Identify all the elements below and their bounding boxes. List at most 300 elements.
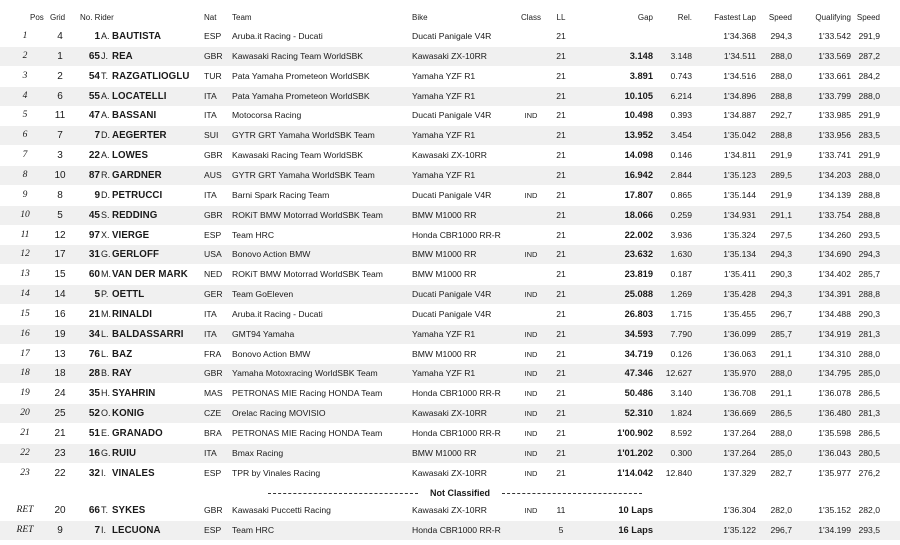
cell-speed: 294,3 [770, 249, 792, 260]
cell-class [516, 27, 546, 46]
cell-class: IND [524, 448, 538, 458]
cell-laps-led: 21 [556, 110, 566, 121]
cell-rider-lastname: GERLOFF [112, 249, 159, 261]
cell-rider-number: 34 [88, 328, 100, 340]
cell-gap: 16 Laps [618, 524, 653, 535]
cell-laps-led: 5 [558, 524, 564, 535]
cell-qualifying-speed: 281,3 [858, 408, 880, 419]
cell-class: IND [524, 429, 538, 438]
cell-gap: 17.807 [624, 189, 653, 200]
cell-rider-initial: G. [101, 447, 111, 458]
cell-grid: 18 [54, 368, 66, 380]
cell-team: Kawasaki Puccetti Racing [232, 505, 331, 515]
cell-qualifying-speed: 282,0 [858, 505, 880, 515]
cell-speed: 282,7 [770, 467, 792, 478]
cell-rider-lastname: SYKES [112, 505, 146, 516]
table-row [0, 27, 900, 46]
cell-rider-initial: R. [101, 169, 110, 180]
cell-rider-lastname: LECUONA [112, 524, 161, 536]
cell-rider-number: 5 [94, 289, 100, 301]
cell-bike: Kawasaki ZX-10RR [412, 150, 487, 161]
cell-grid: 10 [54, 169, 66, 181]
cell-laps-led: 21 [556, 31, 566, 41]
cell-nat: USA [204, 249, 222, 260]
cell-rider-lastname: VINALES [112, 467, 155, 479]
cell-qualifying: 1'36.480 [818, 408, 851, 419]
cell-rider-initial: T. [101, 70, 109, 81]
cell-qualifying: 1'34.402 [818, 269, 851, 280]
cell-pos: 8 [22, 169, 28, 180]
header-team: Team [232, 13, 252, 22]
cell-bike: BMW M1000 RR [412, 249, 477, 260]
cell-fastest-lap: 1'36.708 [723, 388, 756, 399]
cell-qualifying-speed: 294,3 [858, 249, 880, 260]
header-pos: Pos [30, 13, 44, 22]
cell-rel [640, 27, 692, 46]
table-row [0, 444, 900, 463]
cell-qualifying-speed: 291,9 [858, 31, 880, 41]
cell-laps-led: 21 [556, 308, 566, 319]
cell-speed: 291,9 [770, 189, 792, 200]
cell-rider-lastname: VAN DER MARK [112, 269, 188, 281]
table-row [0, 126, 900, 145]
cell-rel: 6.214 [670, 90, 692, 101]
cell-class [516, 67, 546, 86]
cell-grid: 21 [54, 428, 66, 439]
table-row [0, 67, 900, 86]
cell-team: PETRONAS MIE Racing HONDA Team [232, 428, 383, 438]
table-row [0, 364, 900, 383]
cell-grid: 22 [54, 467, 66, 479]
cell-nat: ITA [204, 328, 217, 339]
cell-fastest-lap: 1'36.304 [723, 505, 756, 515]
cell-team: Kawasaki Racing Team WorldSBK [232, 150, 364, 161]
not-classified-divider [0, 485, 900, 501]
cell-qualifying: 1'35.977 [818, 467, 851, 478]
cell-rider-lastname: VIERGE [112, 229, 150, 241]
cell-rider-initial: L. [101, 328, 109, 339]
table-row [0, 106, 900, 125]
cell-rider-lastname: RAZGATLIOGLU [112, 70, 190, 82]
cell-rel: 1.715 [670, 308, 692, 319]
cell-laps-led: 21 [556, 189, 566, 200]
cell-rel: 3.148 [670, 50, 692, 61]
cell-qualifying-speed: 293,5 [858, 524, 880, 535]
cell-qualifying-speed: 288,0 [858, 90, 880, 101]
cell-qualifying-speed: 288,8 [858, 189, 880, 200]
cell-class: IND [524, 349, 538, 359]
cell-qualifying: 1'34.260 [818, 229, 851, 240]
cell-nat: GER [204, 289, 223, 300]
cell-pos: 3 [22, 70, 28, 81]
cell-grid: 6 [57, 90, 63, 102]
cell-grid: 24 [54, 388, 66, 400]
cell-bike: Yamaha YZF R1 [412, 90, 476, 101]
cell-qualifying: 1'34.310 [818, 348, 851, 359]
cell-gap: 34.593 [624, 328, 653, 339]
cell-rel: 8.592 [670, 428, 692, 438]
cell-laps-led: 21 [556, 289, 566, 300]
cell-team: Pata Yamaha Prometeon WorldSBK [232, 90, 370, 101]
cell-qualifying-speed: 280,5 [858, 447, 880, 458]
cell-class: IND [524, 250, 538, 260]
cell-class: IND [524, 369, 538, 379]
cell-grid: 7 [57, 130, 63, 142]
cell-rider-initial: I. [101, 467, 107, 478]
table-row [0, 424, 900, 443]
table-row [0, 464, 900, 483]
divider-line-left [268, 493, 418, 494]
cell-rider-initial: P. [101, 289, 109, 300]
cell-pos: 13 [20, 269, 30, 280]
cell-nat: CZE [204, 408, 222, 419]
cell-pos: 20 [20, 408, 30, 419]
cell-fastest-lap: 1'35.122 [723, 524, 756, 535]
cell-rider-initial: I. [101, 524, 107, 535]
cell-laps-led: 21 [556, 249, 566, 260]
cell-fastest-lap: 1'34.931 [723, 209, 756, 220]
cell-qualifying: 1'33.542 [818, 31, 851, 41]
cell-rider-initial: A. [101, 90, 110, 101]
cell-rider-initial: G. [101, 249, 111, 260]
cell-rider-lastname: PETRUCCI [112, 189, 163, 201]
cell-qualifying: 1'34.203 [818, 169, 851, 180]
cell-rider-initial: B. [101, 368, 110, 379]
cell-nat: TUR [204, 70, 222, 81]
cell-pos: 22 [20, 447, 30, 458]
cell-fastest-lap: 1'35.428 [723, 289, 756, 300]
table-row [0, 384, 900, 403]
cell-team: Team HRC [232, 524, 275, 535]
cell-team: Team HRC [232, 229, 275, 240]
header-fastest-lap: Fastest Lap [714, 13, 756, 22]
cell-speed: 288,0 [770, 70, 792, 81]
cell-nat: ITA [204, 189, 217, 200]
cell-gap: 3.891 [629, 70, 653, 81]
cell-class: IND [524, 329, 538, 339]
cell-rider-lastname: BASSANI [112, 110, 157, 122]
cell-qualifying-speed: 288,8 [858, 209, 880, 220]
cell-gap: 13.952 [624, 130, 653, 141]
cell-rel: 0.187 [670, 269, 692, 280]
cell-team: Bmax Racing [232, 447, 284, 458]
cell-speed: 291,1 [770, 348, 792, 359]
cell-pos: 15 [20, 308, 30, 319]
cell-bike: Honda CBR1000 RR-R [412, 428, 501, 438]
cell-class: IND [524, 389, 538, 399]
cell-team: GYTR GRT Yamaha WorldSBK Team [232, 130, 375, 141]
cell-class: IND [524, 190, 538, 200]
cell-class [516, 521, 546, 540]
cell-rel: 1.269 [670, 289, 692, 300]
cell-bike: Yamaha YZF R1 [412, 130, 476, 141]
table-row [0, 245, 900, 264]
cell-speed: 285,0 [770, 447, 792, 458]
cell-rel: 2.844 [670, 169, 692, 180]
table-row [0, 345, 900, 364]
cell-class [516, 206, 546, 225]
cell-nat: ESP [204, 467, 222, 478]
cell-grid: 14 [54, 289, 66, 301]
cell-rider-number: 9 [94, 189, 100, 201]
cell-rider-number: 35 [88, 388, 100, 400]
cell-rider-number: 31 [88, 249, 100, 261]
cell-qualifying-speed: 276,2 [858, 467, 880, 478]
cell-rider-initial: A. [101, 110, 110, 121]
cell-team: TPR by Vinales Racing [232, 467, 321, 478]
cell-laps-led: 21 [556, 229, 566, 240]
cell-fastest-lap: 1'34.368 [723, 31, 756, 41]
cell-grid: 13 [54, 348, 66, 360]
cell-rider-number: 55 [88, 90, 100, 102]
cell-fastest-lap: 1'35.970 [723, 368, 756, 379]
table-row [0, 265, 900, 284]
cell-gap: 34.719 [624, 348, 653, 359]
cell-class [516, 226, 546, 245]
cell-bike: Honda CBR1000 RR-R [412, 524, 501, 535]
cell-rider-number: 54 [88, 70, 100, 82]
header-rel: Rel. [677, 13, 692, 22]
cell-pos: 19 [20, 388, 30, 399]
cell-team: Motocorsa Racing [232, 110, 302, 121]
table-row [0, 305, 900, 324]
cell-speed: 288,0 [770, 50, 792, 61]
cell-bike: Ducati Panigale V4R [412, 31, 492, 41]
cell-gap: 47.346 [624, 368, 653, 379]
cell-grid: 16 [54, 308, 66, 320]
cell-rider-number: 65 [88, 50, 100, 62]
cell-qualifying-speed: 286,5 [858, 428, 880, 438]
cell-rider-lastname: AEGERTER [112, 130, 167, 142]
cell-laps-led: 21 [556, 150, 566, 161]
table-row [0, 521, 900, 540]
table-row [0, 146, 900, 165]
cell-rel: 0.259 [670, 209, 692, 220]
header-gap: Gap [637, 13, 653, 22]
cell-bike: Honda CBR1000 RR-R [412, 388, 501, 399]
cell-rider-lastname: GARDNER [112, 169, 162, 181]
cell-laps-led: 21 [556, 90, 566, 101]
cell-qualifying: 1'33.956 [818, 130, 851, 141]
cell-speed: 296,7 [770, 524, 792, 535]
cell-fastest-lap: 1'34.516 [723, 70, 756, 81]
cell-gap: 26.803 [624, 308, 653, 319]
cell-class: IND [524, 111, 538, 121]
cell-nat: ESP [204, 31, 222, 41]
cell-qualifying: 1'34.795 [818, 368, 851, 379]
cell-laps-led: 21 [556, 269, 566, 280]
cell-rider-number: 45 [88, 209, 100, 221]
cell-grid: 23 [54, 447, 66, 459]
cell-rider-number: 1 [94, 31, 100, 42]
header-row [0, 8, 900, 27]
cell-class: IND [524, 468, 538, 478]
cell-pos: 16 [20, 328, 30, 339]
cell-pos: 21 [20, 428, 30, 438]
cell-class: IND [524, 506, 538, 515]
cell-rider-initial: D. [101, 130, 110, 141]
cell-gap: 18.066 [624, 209, 653, 220]
cell-grid: 5 [57, 209, 63, 221]
cell-laps-led: 21 [556, 328, 566, 339]
cell-gap: 1'14.042 [617, 467, 653, 478]
cell-qualifying: 1'33.741 [818, 150, 851, 161]
cell-nat: GBR [204, 209, 223, 220]
cell-rider-initial: O. [101, 408, 111, 419]
cell-gap: 23.819 [624, 269, 653, 280]
cell-laps-led: 21 [556, 169, 566, 180]
cell-rider-number: 76 [88, 348, 100, 360]
cell-class [516, 305, 546, 324]
cell-bike: BMW M1000 RR [412, 348, 477, 359]
cell-rider-lastname: KONIG [112, 408, 145, 420]
cell-nat: FRA [204, 348, 222, 359]
cell-fastest-lap: 1'36.669 [723, 408, 756, 419]
cell-fastest-lap: 1'37.264 [723, 428, 756, 438]
cell-speed: 289,5 [770, 169, 792, 180]
cell-bike: Yamaha YZF R1 [412, 328, 476, 339]
cell-team: Aruba.it Racing - Ducati [232, 308, 323, 319]
cell-nat: GBR [204, 368, 223, 379]
cell-rel: 12.627 [665, 368, 692, 379]
cell-rel: 3.454 [670, 130, 692, 141]
cell-bike: Kawasaki ZX-10RR [412, 467, 487, 478]
cell-qualifying-speed: 286,5 [858, 388, 880, 399]
cell-pos: 18 [20, 368, 30, 379]
table-row [0, 206, 900, 225]
divider-line-right [502, 493, 642, 494]
cell-team: Bonovo Action BMW [232, 249, 311, 260]
cell-qualifying: 1'36.043 [818, 447, 851, 458]
cell-nat: ITA [204, 90, 217, 101]
cell-qualifying-speed: 288,0 [858, 169, 880, 180]
cell-qualifying-speed: 283,5 [858, 130, 880, 141]
table-row [0, 166, 900, 185]
header-nat: Nat [204, 13, 217, 22]
cell-bike: BMW M1000 RR [412, 209, 477, 220]
cell-team: GYTR GRT Yamaha WorldSBK Team [232, 169, 375, 180]
cell-qualifying-speed: 285,0 [858, 368, 880, 379]
cell-qualifying-speed: 281,3 [858, 328, 880, 339]
cell-pos: 1 [22, 31, 28, 41]
cell-qualifying: 1'35.598 [818, 428, 851, 438]
cell-fastest-lap: 1'35.123 [723, 169, 756, 180]
cell-rider-number: 16 [88, 447, 100, 459]
not-classified-label: Not Classified [429, 488, 490, 498]
cell-fastest-lap: 1'36.063 [723, 348, 756, 359]
cell-team: Aruba.it Racing - Ducati [232, 31, 323, 41]
cell-class: IND [524, 290, 538, 300]
cell-laps-led: 11 [556, 505, 566, 515]
cell-class [516, 146, 546, 165]
cell-pos: 10 [20, 209, 30, 220]
cell-rider-initial: A. [101, 31, 110, 41]
table-row [0, 501, 900, 520]
cell-team: Pata Yamaha Prometeon WorldSBK [232, 70, 370, 81]
cell-class: IND [524, 409, 538, 419]
cell-grid: 19 [54, 328, 66, 340]
cell-bike: Yamaha YZF R1 [412, 169, 476, 180]
cell-gap: 25.088 [624, 289, 653, 300]
cell-qualifying: 1'33.985 [818, 110, 851, 121]
cell-speed: 288,8 [770, 90, 792, 101]
cell-grid: 1 [57, 50, 63, 62]
cell-gap: 1'00.902 [617, 428, 653, 438]
cell-gap: 10 Laps [618, 505, 653, 515]
cell-team: ROKiT BMW Motorrad WorldSBK Team [232, 209, 383, 220]
cell-class [516, 47, 546, 66]
cell-rider-number: 7 [94, 130, 100, 142]
cell-team: Bonovo Action BMW [232, 348, 311, 359]
cell-bike: Ducati Panigale V4R [412, 289, 492, 300]
cell-nat: NED [204, 269, 223, 280]
cell-qualifying: 1'33.754 [818, 209, 851, 220]
table-row [0, 404, 900, 423]
cell-rel: 3.936 [670, 229, 692, 240]
cell-fastest-lap: 1'34.896 [723, 90, 756, 101]
cell-qualifying: 1'33.569 [818, 50, 851, 61]
cell-laps-led: 21 [556, 368, 566, 379]
cell-rider-initial: S. [101, 209, 110, 220]
cell-team: Barni Spark Racing Team [232, 189, 330, 200]
cell-grid: 17 [54, 249, 66, 261]
cell-laps-led: 21 [556, 209, 566, 220]
cell-grid: 8 [57, 189, 63, 201]
cell-rel: 7.790 [670, 328, 692, 339]
cell-pos: 12 [20, 249, 30, 260]
table-row [0, 186, 900, 205]
cell-speed: 291,1 [770, 209, 792, 220]
cell-qualifying: 1'34.919 [818, 328, 851, 339]
cell-rider-number: 97 [88, 229, 100, 241]
cell-speed: 285,7 [770, 328, 792, 339]
cell-bike: Kawasaki ZX-10RR [412, 50, 487, 61]
cell-bike: Ducati Panigale V4R [412, 308, 492, 319]
cell-rider-number: 52 [88, 408, 100, 420]
cell-rider-initial: J. [101, 50, 109, 61]
cell-grid: 11 [54, 110, 66, 122]
cell-pos: 9 [22, 189, 28, 200]
table-row [0, 87, 900, 106]
cell-bike: Honda CBR1000 RR-R [412, 229, 501, 240]
cell-qualifying: 1'36.078 [818, 388, 851, 399]
cell-pos: 7 [22, 150, 28, 161]
cell-speed: 296,7 [770, 308, 792, 319]
cell-rider-lastname: BALDASSARRI [112, 328, 184, 340]
cell-pos: 17 [20, 348, 30, 359]
cell-nat: ITA [204, 308, 217, 319]
header-speed: Speed [768, 13, 792, 22]
cell-rel: 0.393 [670, 110, 692, 121]
cell-fastest-lap: 1'35.144 [723, 189, 756, 200]
cell-pos: 11 [20, 229, 30, 240]
cell-bike: Yamaha YZF R1 [412, 70, 476, 81]
cell-gap: 10.105 [624, 90, 653, 101]
cell-bike: BMW M1000 RR [412, 269, 477, 280]
cell-grid: 25 [54, 408, 66, 420]
cell-qualifying: 1'33.661 [818, 70, 851, 81]
cell-speed: 294,3 [770, 289, 792, 300]
cell-nat: ESP [204, 524, 222, 535]
cell-laps-led: 21 [556, 130, 566, 141]
cell-team: GMT94 Yamaha [232, 328, 295, 339]
cell-qualifying-speed: 287,2 [858, 50, 880, 61]
cell-rel: 0.126 [670, 348, 692, 359]
cell-bike: Kawasaki ZX-10RR [412, 408, 487, 419]
cell-grid: 20 [54, 505, 66, 516]
cell-gap: 52.310 [624, 408, 653, 419]
table-row [0, 47, 900, 66]
